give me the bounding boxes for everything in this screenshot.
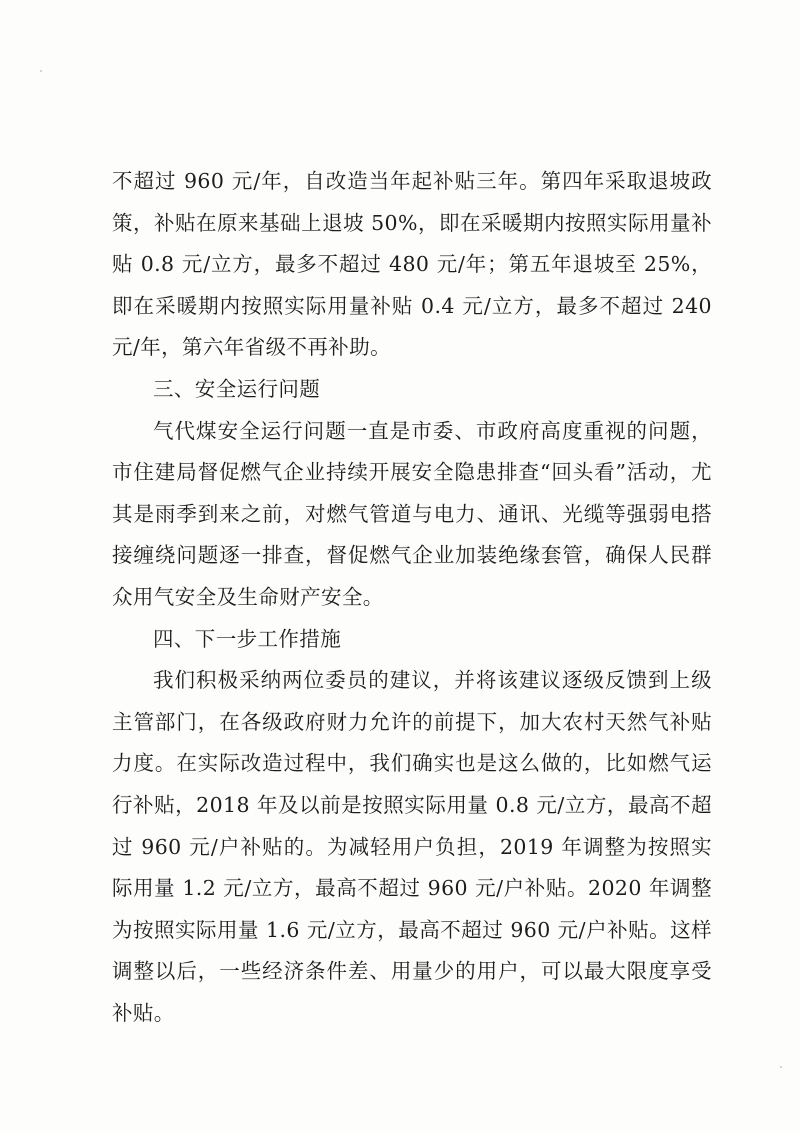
heading-safety-operation: 三、安全运行问题 [153, 376, 321, 401]
heading-next-steps: 四、下一步工作措施 [153, 626, 342, 651]
scan-speck [780, 1066, 782, 1068]
paragraph-next-steps: 我们积极采纳两位委员的建议，并将该建议逐级反馈到上级主管部门，在各级政府财力允许的前提下，加大农村天然气补贴力度。在实际改造过程中，我们确实也是这么做的，比如燃气运行补贴，2018 年及以前是按照实际用量 0.8 元/立方，最高不超过 960 元/户补贴的。为减轻用户负担，2019 年调整为按照实际用量 1.2 元/立方，最高不超过 960 元/户补贴。2020 年调整为按照实际用量 1.6 元/立方，最高不超过 960 元/户补贴。这样调整以后，一些经济条件差、用量少的用户，可以最大限度享受补贴。 [112, 668, 712, 1025]
scan-speck [40, 70, 42, 72]
document-body [112, 161, 712, 1034]
paragraph-safety-operation: 气代煤安全运行问题一直是市委、市政府高度重视的问题，市住建局督促燃气企业持续开展安全隐患排查“回头看”活动，尤其是雨季到来之前，对燃气管道与电力、通讯、光缆等强弱电搭接缠绕问题逐一排查，督促燃气企业加装绝缘套管，确保人民群众用气安全及生命财产安全。 [112, 418, 712, 609]
paragraph-subsidy-continuation: 不超过 960 元/年，自改造当年起补贴三年。第四年采取退坡政策，补贴在原来基础上退坡 50%，即在采暖期内按照实际用量补贴 0.8 元/立方，最多不超过 480 元/年；第五年退坡至 25%，即在采暖期内按照实际用量补贴 0.4 元/立方，最多不超过 240 元/年，第六年省级不再补助。 [112, 169, 712, 360]
